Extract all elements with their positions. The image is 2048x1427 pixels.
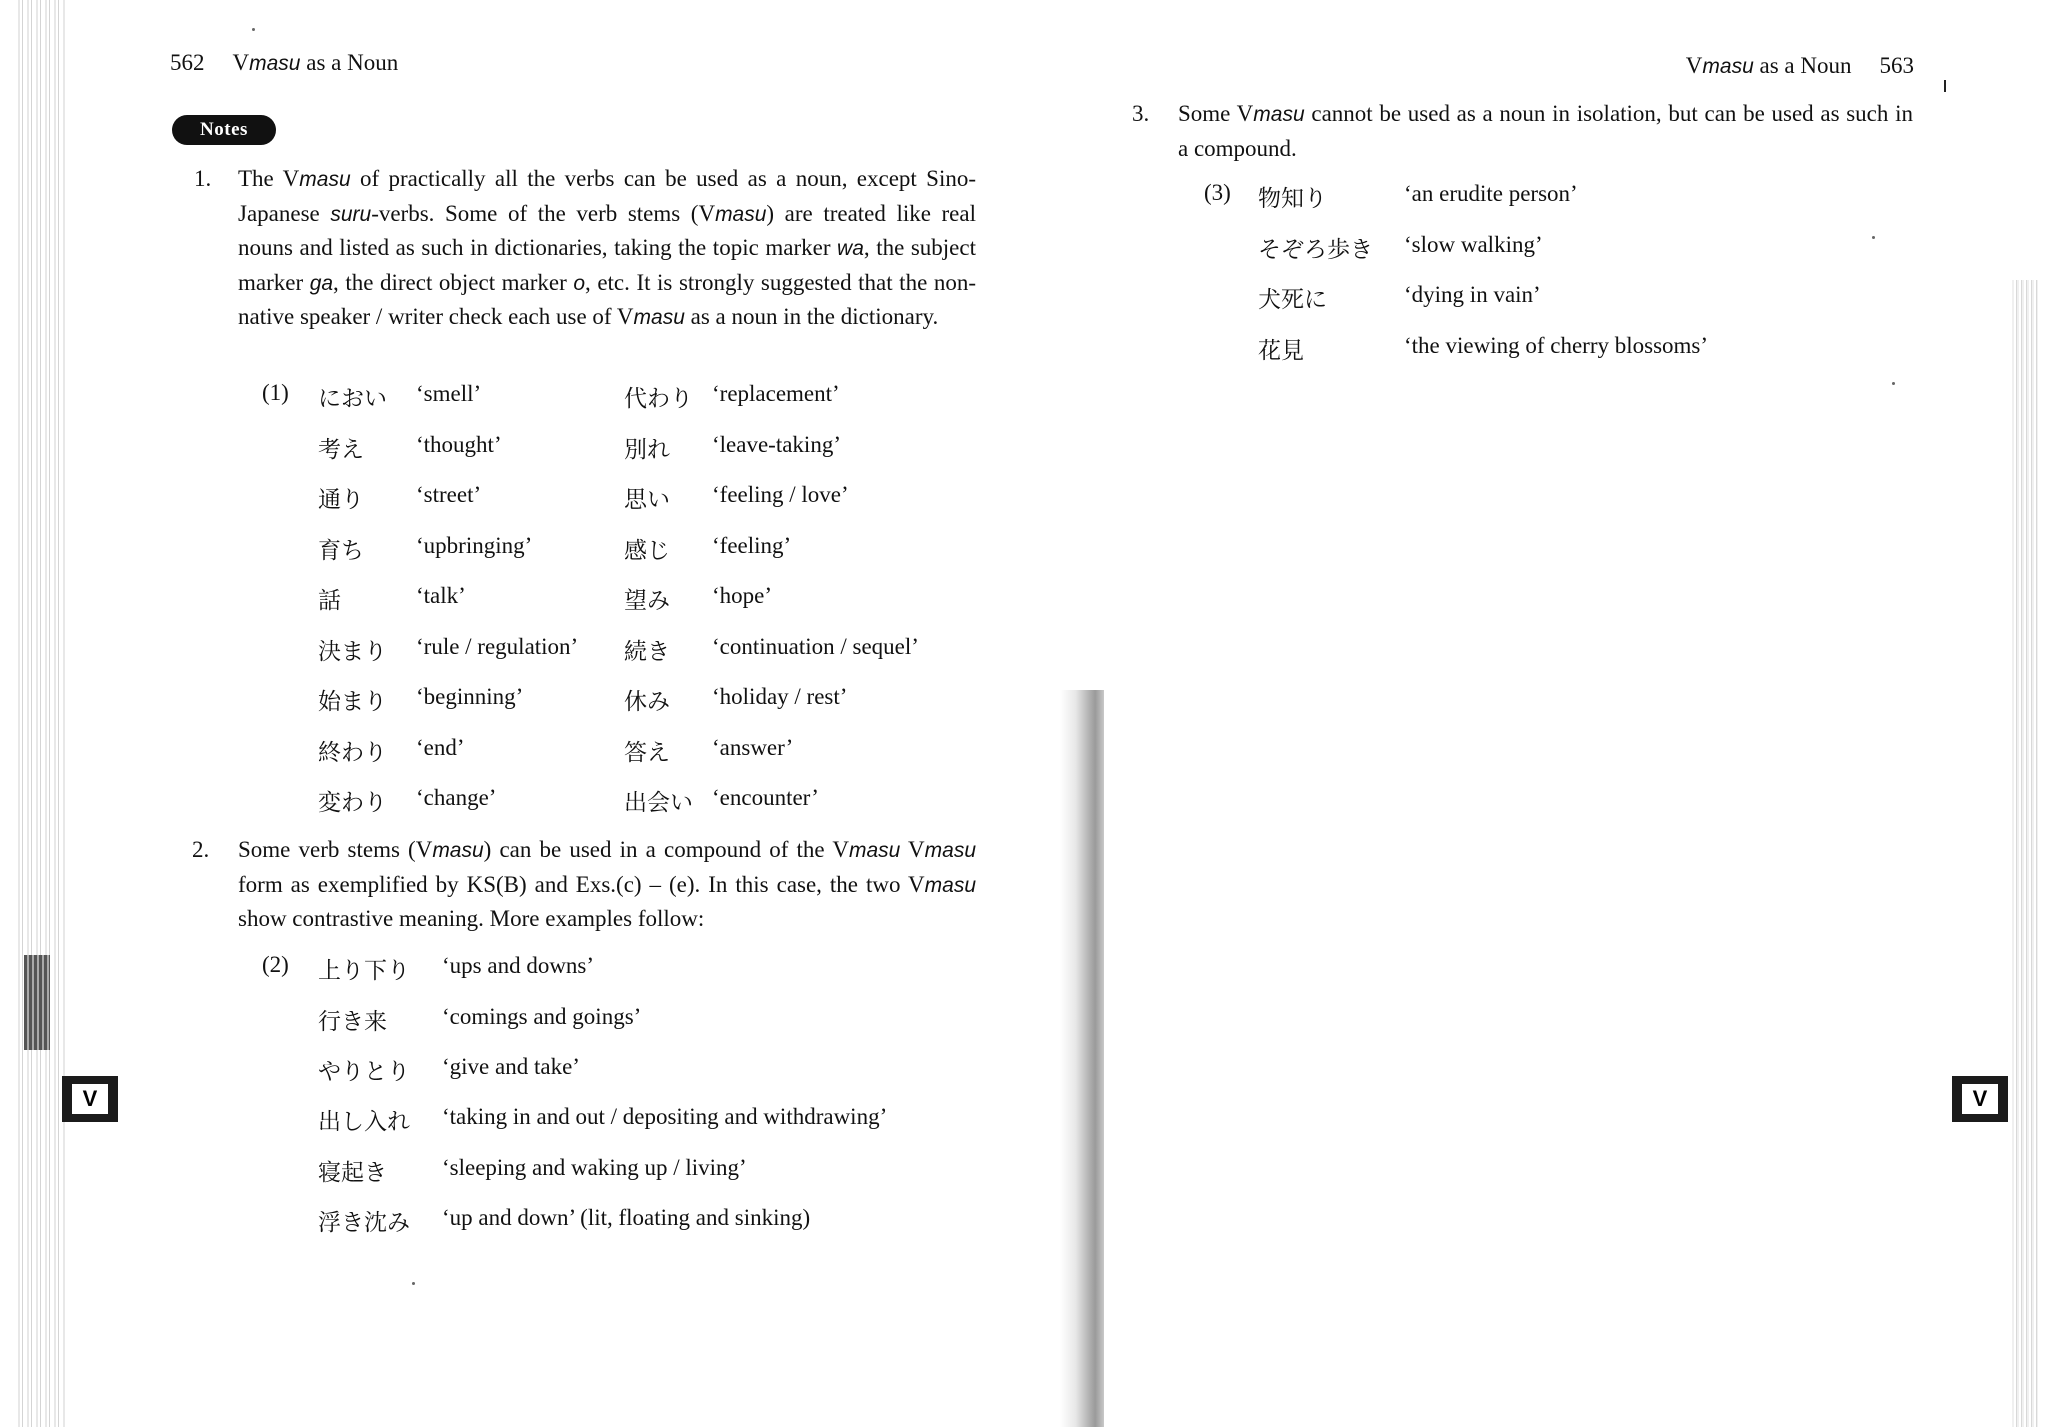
- english-gloss: ‘street’: [416, 482, 482, 507]
- example-row: [0, 278, 2000, 328]
- head-title: as a Noun: [1753, 53, 1852, 78]
- japanese-term: やりとり: [318, 1059, 410, 1085]
- note-italic: masu: [848, 839, 901, 862]
- japanese-term: 感じ: [624, 538, 670, 564]
- note-text: Some verb stems (V: [238, 837, 433, 862]
- note-italic: masu: [432, 839, 484, 862]
- english-gloss: ‘an erudite person’: [1404, 181, 1578, 206]
- note-text: ) can be used in a compound of the V: [483, 837, 849, 862]
- japanese-term: 通り: [318, 487, 364, 513]
- right-page-edge: [2012, 280, 2038, 1427]
- example-row: [0, 1151, 1000, 1201]
- note-italic: masu: [633, 306, 685, 329]
- head-v: V: [1685, 53, 1703, 78]
- example-row: [0, 630, 1000, 680]
- japanese-term: そぞろ歩き: [1258, 237, 1373, 263]
- japanese-term: 答え: [624, 740, 670, 766]
- thumb-tab-right: [1952, 1076, 2008, 1122]
- scan-speck: [1892, 382, 1895, 385]
- scan-speck: [1872, 236, 1875, 239]
- example-row: [0, 1100, 1000, 1150]
- japanese-term: 代わり: [624, 386, 693, 412]
- japanese-term: 出会い: [624, 790, 693, 816]
- english-gloss: ‘dying in vain’: [1404, 282, 1541, 307]
- note-text: cannot be used as a noun in isolation, but can be used as such in a compound.: [1178, 101, 1913, 161]
- english-gloss: ‘slow walking’: [1404, 232, 1543, 257]
- note-3: [1132, 97, 1913, 165]
- english-gloss: ‘answer’: [712, 735, 794, 760]
- note-italic: masu: [715, 202, 767, 226]
- english-gloss: ‘the viewing of cherry blossoms’: [1404, 333, 1709, 358]
- japanese-term: 上り下り: [318, 958, 410, 984]
- japanese-term: 話: [318, 588, 341, 614]
- english-gloss: ‘rule / regulation’: [416, 634, 579, 659]
- example-row: [0, 579, 1000, 629]
- note-text: ) are treated like real nouns and listed as such in dictionaries, taking the topic marker: [238, 200, 976, 260]
- japanese-term: 決まり: [318, 639, 387, 665]
- head-masu: masu: [1702, 55, 1754, 78]
- scan-speck: [252, 28, 255, 31]
- scan-speck: [412, 1282, 415, 1285]
- note-number: 1.: [194, 166, 212, 191]
- example-3-label: (3): [1204, 180, 1231, 205]
- page-number: 563: [1879, 53, 1914, 78]
- note-text: -verbs. Some of the verb stems (V: [371, 200, 716, 226]
- note-italic: o: [573, 271, 586, 295]
- japanese-term: 思い: [624, 487, 670, 513]
- japanese-term: 望み: [624, 588, 670, 614]
- note-italic: masu: [299, 168, 351, 191]
- english-gloss: ‘talk’: [416, 583, 466, 608]
- head-masu: masu: [249, 52, 301, 75]
- head-title: as a Noun: [300, 50, 399, 75]
- japanese-term: におい: [318, 386, 387, 412]
- english-gloss: ‘change’: [416, 785, 497, 810]
- note-text: , the direct object marker: [333, 269, 574, 295]
- note-text: , the subject marker: [238, 235, 976, 295]
- note-number: 3.: [1132, 101, 1150, 126]
- japanese-term: 育ち: [318, 538, 364, 564]
- notes-badge: Notes: [172, 115, 276, 145]
- english-gloss: ‘comings and goings’: [442, 1004, 642, 1029]
- japanese-term: 別れ: [624, 437, 670, 463]
- example-row: [0, 228, 2000, 278]
- example-row: [0, 1201, 1000, 1251]
- japanese-term: 物知り: [1258, 186, 1327, 212]
- english-gloss: ‘upbringing’: [416, 533, 533, 558]
- japanese-term: 続き: [624, 639, 670, 665]
- english-gloss: ‘sleeping and waking up / living’: [442, 1155, 747, 1180]
- thumb-tab-letter: V: [72, 1084, 108, 1114]
- japanese-term: 考え: [318, 437, 364, 463]
- left-running-head: [170, 50, 398, 76]
- note-2: [192, 833, 976, 936]
- english-gloss: ‘taking in and out / depositing and withdrawing’: [442, 1104, 888, 1129]
- example-row: [0, 1000, 1000, 1050]
- japanese-term: 始まり: [318, 689, 387, 715]
- japanese-term: 行き来: [318, 1009, 387, 1035]
- japanese-term: 終わり: [318, 740, 387, 766]
- note-text: The V: [238, 166, 300, 191]
- note-text: , etc. It is strongly suggested that the non-native speaker / writer check each use of V: [238, 269, 976, 329]
- example-row: [0, 731, 1000, 781]
- japanese-term: 休み: [624, 689, 670, 715]
- example-row: [0, 177, 2000, 227]
- note-text: V: [900, 837, 925, 862]
- japanese-term: 浮き沈み: [318, 1210, 410, 1236]
- japanese-term: 犬死に: [1258, 287, 1327, 313]
- english-gloss: ‘hope’: [712, 583, 773, 608]
- note-number: 2.: [192, 837, 210, 862]
- note-italic: suru: [330, 202, 372, 226]
- english-gloss: ‘smell’: [416, 381, 482, 406]
- english-gloss: ‘feeling’: [712, 533, 792, 558]
- page-number: 562: [170, 50, 205, 75]
- english-gloss: ‘replacement’: [712, 381, 840, 406]
- note-text: of practically all the verbs can be used as a noun, except Sino-Japanese: [238, 166, 976, 226]
- english-gloss: ‘end’: [416, 735, 465, 760]
- english-gloss: ‘leave-taking’: [712, 432, 841, 457]
- japanese-term: 寝起き: [318, 1160, 387, 1186]
- note-italic: masu: [1253, 103, 1305, 126]
- japanese-term: 出し入れ: [318, 1109, 410, 1135]
- example-row: [0, 781, 1000, 831]
- note-text: Some V: [1178, 101, 1254, 126]
- book-gutter-shadow: [1060, 690, 1104, 1427]
- example-row: [0, 949, 1000, 999]
- japanese-term: 変わり: [318, 790, 387, 816]
- english-gloss: ‘beginning’: [416, 684, 524, 709]
- example-row: [0, 377, 1000, 427]
- note-text: form as exemplified by KS(B) and Exs.(c) – (e). In this case, the two V: [238, 871, 925, 897]
- example-row: [0, 329, 2000, 379]
- note-italic: ga: [309, 271, 334, 295]
- example-row: [0, 529, 1000, 579]
- right-running-head: [1686, 53, 1914, 79]
- note-text: as a noun in the dictionary.: [684, 304, 939, 329]
- english-gloss: ‘give and take’: [442, 1054, 580, 1079]
- english-gloss: ‘continuation / sequel’: [712, 634, 919, 659]
- english-gloss: ‘encounter’: [712, 785, 819, 810]
- head-v: V: [232, 50, 250, 75]
- japanese-term: 花見: [1258, 338, 1304, 364]
- example-row: [0, 1050, 1000, 1100]
- note-italic: wa: [837, 237, 864, 260]
- example-1-label: (1): [262, 380, 289, 405]
- note-text: show contrastive meaning. More examples follow:: [238, 906, 705, 931]
- example-row: [0, 428, 1000, 478]
- example-row: [0, 680, 1000, 730]
- english-gloss: ‘ups and downs’: [442, 953, 595, 978]
- note-italic: masu: [924, 839, 976, 862]
- scan-mark: [1944, 80, 1946, 92]
- english-gloss: ‘holiday / rest’: [712, 684, 848, 709]
- example-row: [0, 478, 1000, 528]
- thumb-tab-letter: V: [1962, 1084, 1998, 1114]
- english-gloss: ‘up and down’ (lit, floating and sinking): [442, 1205, 811, 1230]
- note-italic: masu: [924, 873, 976, 897]
- english-gloss: ‘feeling / love’: [712, 482, 849, 507]
- example-2-label: (2): [262, 952, 289, 977]
- english-gloss: ‘thought’: [416, 432, 502, 457]
